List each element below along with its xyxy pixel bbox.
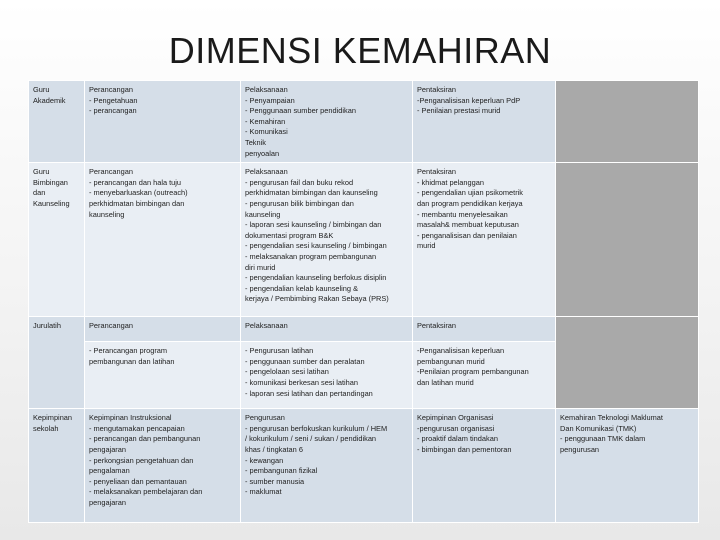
table-row: [29, 163, 699, 317]
assessment-cell: Pentaksiran: [413, 317, 556, 342]
role-cell: Guru Bimbingan dan Kaunseling: [29, 163, 85, 317]
table-row: [29, 81, 699, 163]
empty-cell: [556, 81, 699, 163]
empty-cell: [556, 163, 699, 317]
planning-cell: Perancangan - Pengetahuan - perancangan: [85, 81, 241, 163]
empty-cell: [556, 317, 699, 409]
implementation-cell: Pelaksanaan - Penyampaian - Penggunaan sumber pendidikan - Kemahiran - Komunikasi Teknik penyoalan: [241, 81, 413, 163]
assessment-cell: Pentaksiran - khidmat pelanggan - pengendalian ujian psikometrik dan program pendidikan kerjaya - membantu menyelesaikan masalah& membuat keputusan - penganalisisan dan penilaian murid: [413, 163, 556, 317]
implementation-cell: Pengurusan - pengurusan berfokuskan kurikulum / HEM / kokurikulum / seni / sukan / pendidikan khas / tingkatan 6 - kewangan - pembangunan fizikal - sumber manusia - maklumat: [241, 409, 413, 523]
assessment-cell: Kepimpinan Organisasi -pengurusan organisasi - proaktif dalam tindakan - bimbingan dan pementoran: [413, 409, 556, 523]
implementation-cell: - Pengurusan latihan - penggunaan sumber dan peralatan - pengelolaan sesi latihan - komunikasi berkesan sesi latihan - laporan sesi latihan dan pertandingan: [241, 342, 413, 409]
skills-table: [28, 80, 699, 523]
role-cell: Guru Akademik: [29, 81, 85, 163]
ict-cell: Kemahiran Teknologi Maklumat Dan Komunikasi (TMK) - penggunaan TMK dalam pengurusan: [556, 409, 699, 523]
planning-cell: - Perancangan program pembangunan dan latihan: [85, 342, 241, 409]
table-row: [29, 409, 699, 523]
planning-cell: Kepimpinan Instruksional - mengutamakan pencapaian - perancangan dan pembangunan pengajaran - perkongsian pengetahuan dan pengalaman - penyeliaan dan pemantauan - melaksanakan pembelajaran dan pengajaran: [85, 409, 241, 523]
planning-cell: Perancangan: [85, 317, 241, 342]
assessment-cell: Pentaksiran -Penganalisisan keperluan PdP - Penilaian prestasi murid: [413, 81, 556, 163]
implementation-cell: Pelaksanaan: [241, 317, 413, 342]
table-row: [29, 317, 699, 342]
assessment-cell: -Penganalisisan keperluan pembangunan murid -Penilaian program pembangunan dan latihan murid: [413, 342, 556, 409]
implementation-cell: Pelaksanaan - pengurusan fail dan buku rekod perkhidmatan bimbingan dan kaunseling - pengurusan bilik bimbingan dan kaunseling - laporan sesi kaunseling / bimbingan dan dokumentasi program B&K - pengendalian sesi kaunseling / bimbingan - melaksanakan program pembangunan diri murid - pengendalian kaunseling berfokus disiplin - pengendalian kelab kaunseling & kerjaya / Pembimbing Rakan Sebaya (PRS): [241, 163, 413, 317]
planning-cell: Perancangan - perancangan dan hala tuju - menyebarluaskan (outreach) perkhidmatan bimbingan dan kaunseling: [85, 163, 241, 317]
role-cell: Jurulatih: [29, 317, 85, 409]
page-title: DIMENSI KEMAHIRAN: [168, 30, 552, 71]
role-cell: Kepimpinan sekolah: [29, 409, 85, 523]
